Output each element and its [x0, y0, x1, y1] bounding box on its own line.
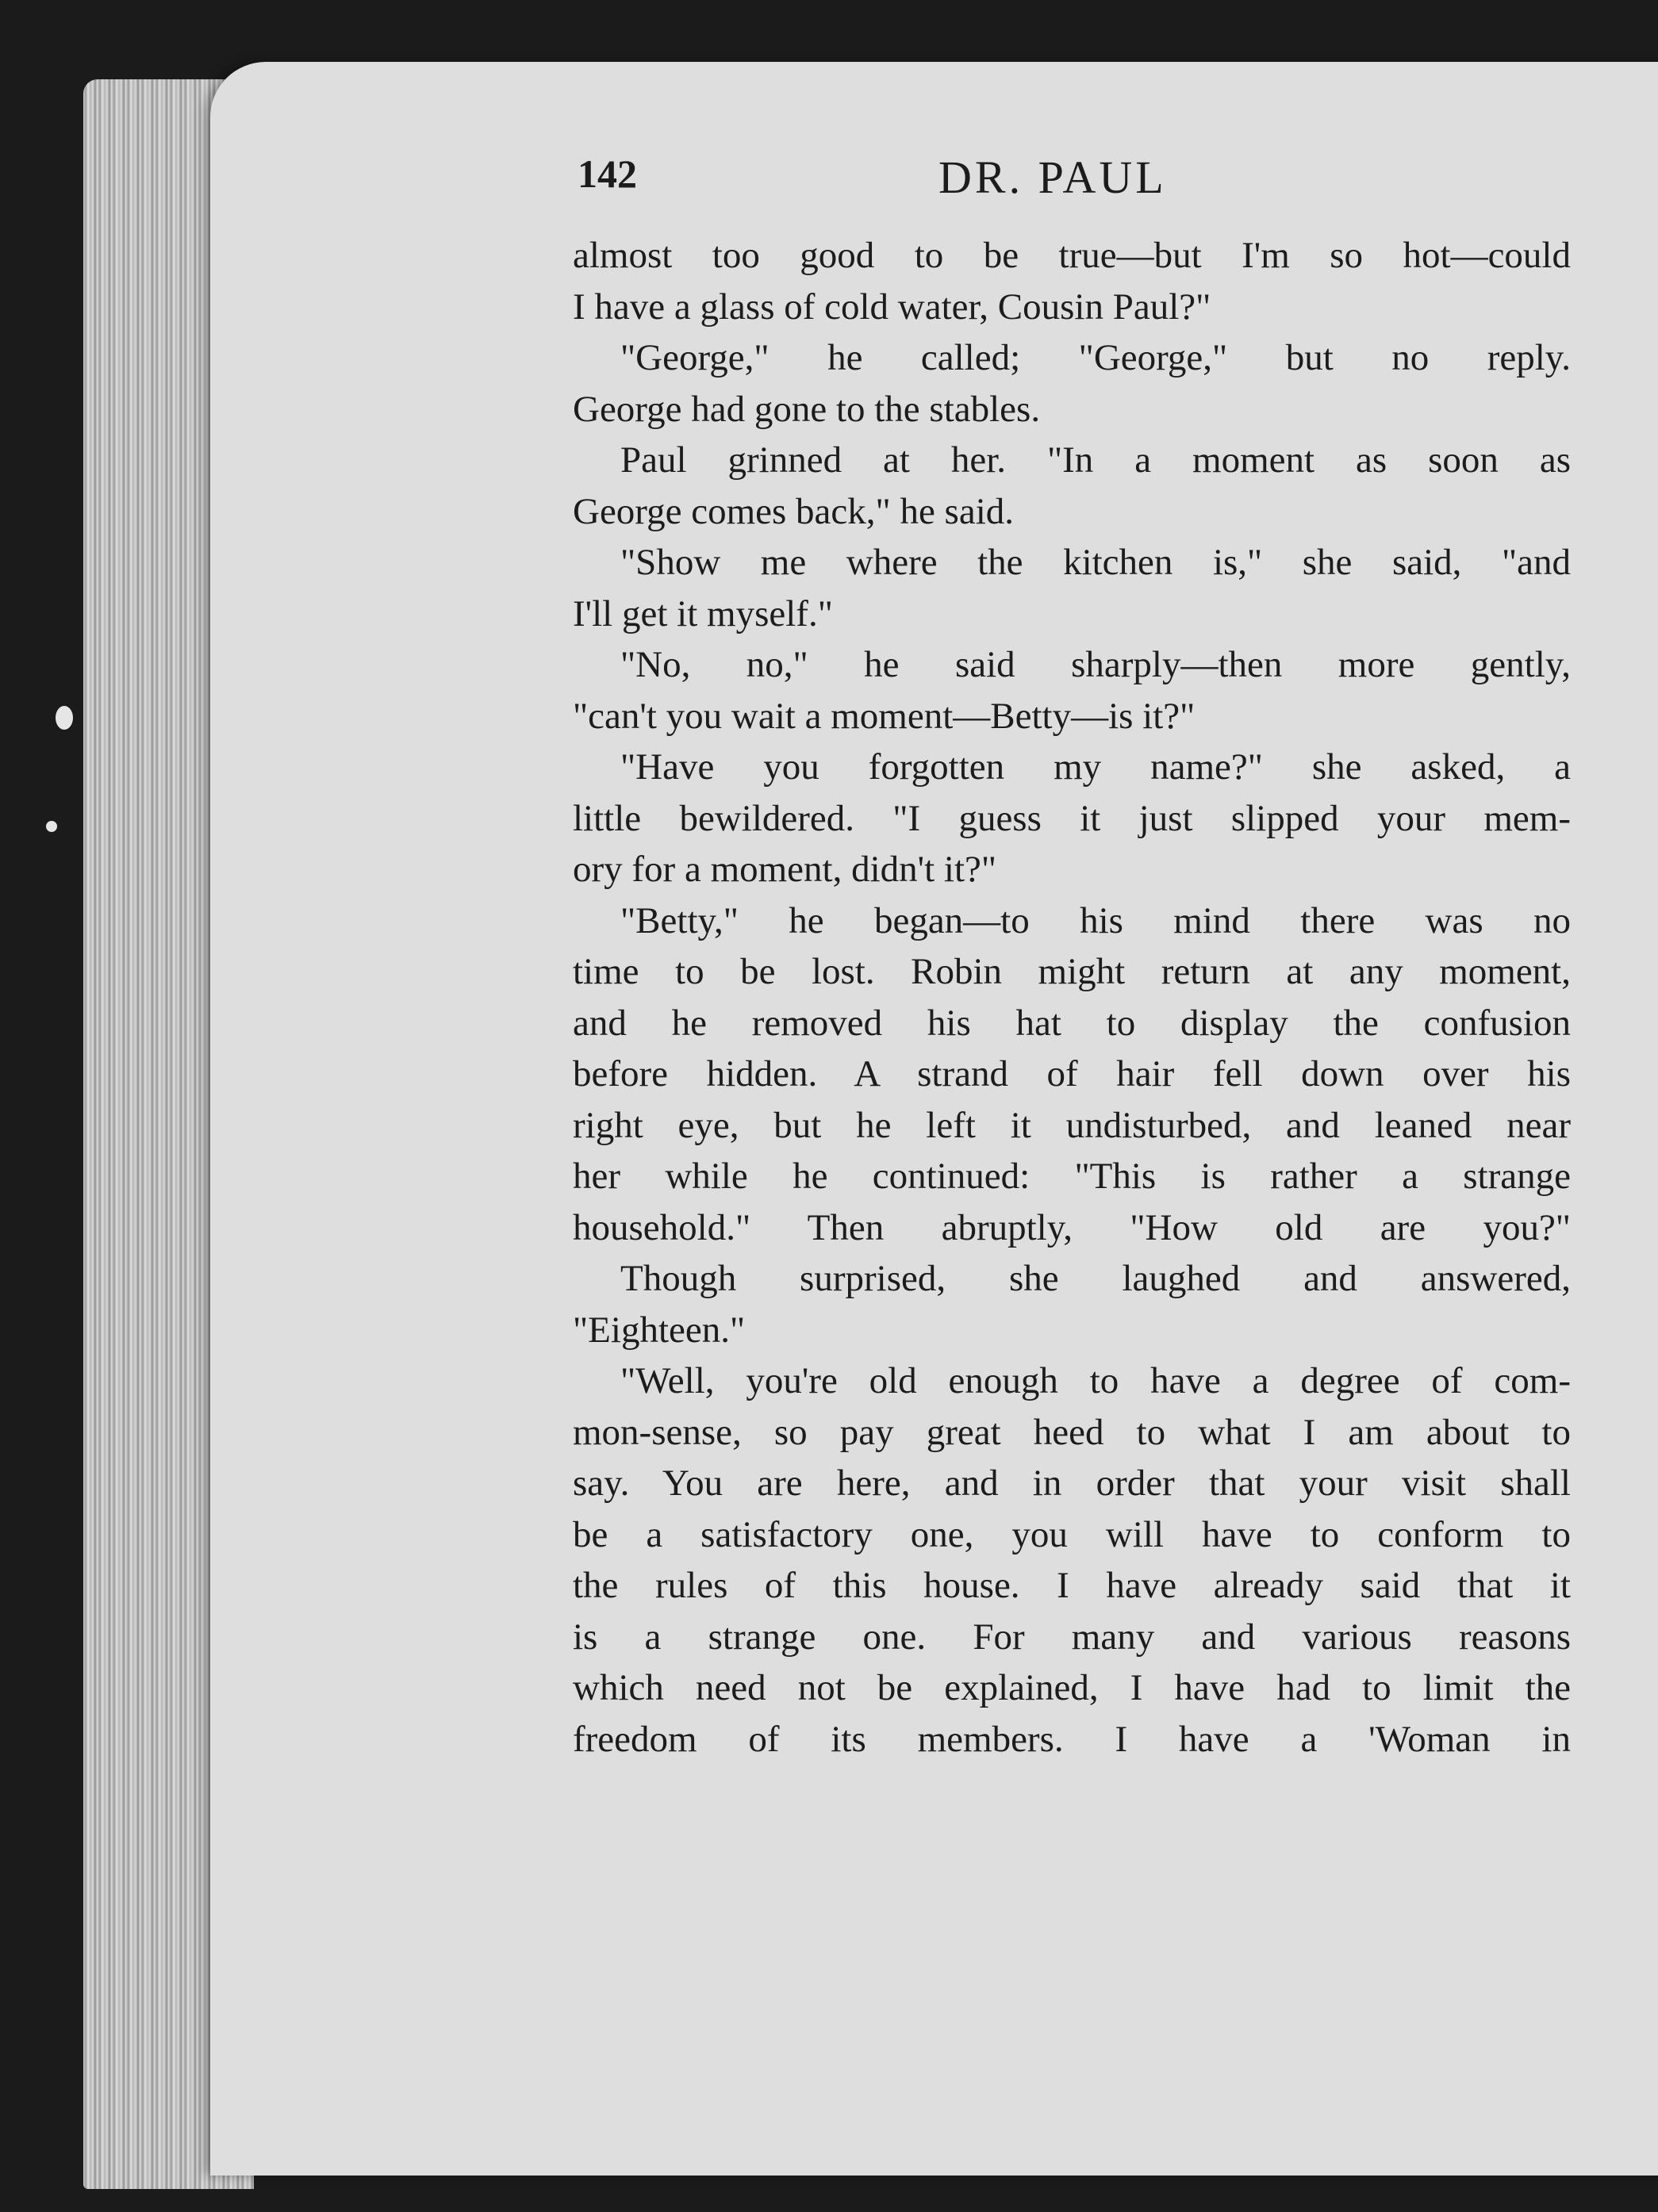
text-line: is a strange one. For many and various reasons	[573, 1616, 1571, 1658]
text-line: which need not be explained, I have had to limit the	[573, 1667, 1571, 1708]
text-line: George comes back," he said.	[573, 490, 1015, 532]
text-line: mon-sense, so pay great heed to what I am about to	[573, 1411, 1571, 1453]
text-line: "Have you forgotten my name?" she asked, a	[620, 746, 1571, 788]
text-line: Though surprised, she laughed and answered,	[620, 1258, 1571, 1299]
body-text	[573, 230, 1571, 1765]
text-line: "George," he called; "George," but no reply.	[620, 337, 1571, 378]
running-head: DR. PAUL	[938, 151, 1167, 203]
text-line: Paul grinned at her. "In a moment as soon as	[620, 439, 1571, 481]
text-line: the rules of this house. I have already said that it	[573, 1565, 1571, 1606]
text-line: almost too good to be true—but I'm so hot—could	[573, 235, 1571, 276]
page-number: 142	[578, 151, 637, 196]
text-line: George had gone to the stables.	[573, 388, 1041, 430]
text-line: "No, no," he said sharply—then more gently,	[620, 644, 1571, 685]
margin-speck	[56, 706, 73, 730]
text-line: little bewildered. "I guess it just slipped your mem-	[573, 797, 1571, 839]
text-line: right eye, but he left it undisturbed, and leaned near	[573, 1104, 1571, 1146]
page-header	[578, 151, 1569, 206]
text-line: I have a glass of cold water, Cousin Paul?"	[573, 286, 1211, 328]
text-line: ory for a moment, didn't it?"	[573, 849, 997, 890]
text-line: household." Then abruptly, "How old are you?"	[573, 1206, 1571, 1248]
text-line: be a satisfactory one, you will have to conform to	[573, 1513, 1571, 1555]
text-line: and he removed his hat to display the confusion	[573, 1002, 1571, 1044]
text-line: "Eighteen."	[573, 1309, 746, 1351]
text-line: her while he continued: "This is rather a strange	[573, 1156, 1571, 1197]
text-line: time to be lost. Robin might return at any moment,	[573, 951, 1571, 992]
text-line: before hidden. A strand of hair fell down over his	[573, 1053, 1571, 1094]
text-line: "Well, you're old enough to have a degree of com-	[620, 1360, 1571, 1401]
text-line: freedom of its members. I have a 'Woman in	[573, 1718, 1571, 1760]
text-line: "Betty," he began—to his mind there was no	[620, 899, 1571, 941]
text-line: I'll get it myself."	[573, 592, 833, 634]
text-line: "can't you wait a moment—Betty—is it?"	[573, 695, 1196, 737]
margin-speck	[46, 821, 57, 832]
text-line: "Show me where the kitchen is," she said, "and	[620, 542, 1571, 583]
text-line: say. You are here, and in order that your visit shall	[573, 1463, 1571, 1504]
